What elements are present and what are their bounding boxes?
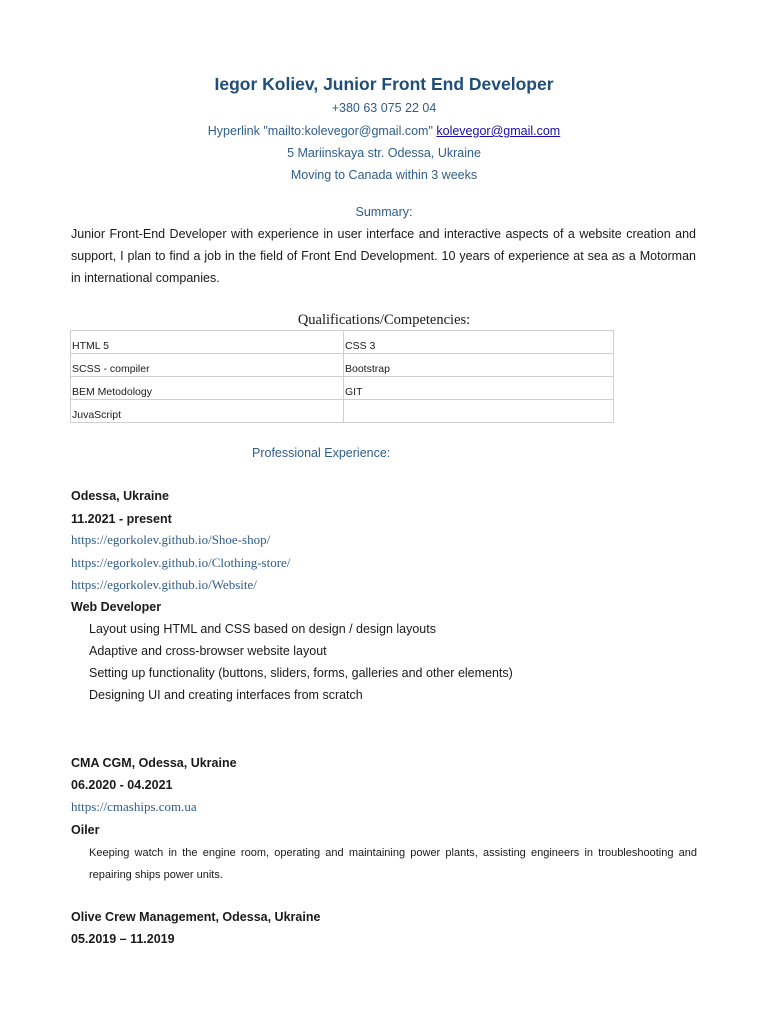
resume-title: Iegor Koliev, Junior Front End Developer	[214, 74, 554, 94]
email-line	[0, 124, 768, 138]
email-link[interactable]: kolevegor@gmail.com	[436, 124, 561, 138]
job-role: Oiler	[71, 823, 100, 837]
job-location: CMA CGM, Odessa, Ukraine	[71, 756, 237, 770]
address: 5 Mariinskaya str. Odessa, Ukraine	[287, 146, 481, 160]
duty-item: Adaptive and cross-browser website layout	[89, 644, 327, 658]
table-cell	[344, 400, 614, 423]
experience-heading: Professional Experience:	[252, 446, 391, 460]
portfolio-link[interactable]: https://egorkolev.github.io/Shoe-shop/	[71, 532, 271, 547]
table-cell: GIT	[344, 377, 614, 400]
relocation-note: Moving to Canada within 3 weeks	[290, 168, 478, 182]
table-cell: CSS 3	[344, 331, 614, 354]
table-row	[71, 400, 614, 423]
portfolio-link[interactable]: https://egorkolev.github.io/Website/	[71, 577, 257, 592]
summary-text: Junior Front-End Developer with experience in user interface and interactive aspects of a website creation and support, I plan to find a job in the field of Front End Development. 10 years of experience at sea as a Motorman in international companies.	[71, 227, 696, 285]
qualifications-heading: Qualifications/Competencies:	[297, 312, 471, 328]
job-dates: 05.2019 – 11.2019	[71, 932, 175, 946]
job-dates: 11.2021 - present	[71, 512, 172, 526]
table-cell: HTML 5	[71, 331, 344, 354]
email-hyperlink-text: Hyperlink "mailto:kolevegor@gmail.com"	[207, 124, 433, 138]
table-cell: SCSS - compiler	[71, 354, 344, 377]
table-row	[71, 331, 614, 354]
table-cell: JuvaScript	[71, 400, 344, 423]
job-location: Odessa, Ukraine	[71, 489, 169, 503]
table-cell: BEM Metodology	[71, 377, 344, 400]
job-location: Olive Crew Management, Odessa, Ukraine	[71, 910, 321, 924]
table-row	[71, 377, 614, 400]
table-cell: Bootstrap	[344, 354, 614, 377]
company-link[interactable]: https://cmaships.com.ua	[71, 799, 197, 814]
summary-heading: Summary:	[355, 205, 413, 219]
job-role: Web Developer	[71, 600, 162, 614]
job-dates: 06.2020 - 04.2021	[71, 778, 173, 792]
duty-item: Setting up functionality (buttons, sliders, forms, galleries and other elements)	[89, 666, 513, 680]
duty-item: Layout using HTML and CSS based on design / design layouts	[89, 622, 436, 636]
duty-item: Designing UI and creating interfaces from scratch	[89, 688, 363, 702]
portfolio-link[interactable]: https://egorkolev.github.io/Clothing-store/	[71, 555, 291, 570]
duty-item: Keeping watch in the engine room, operating and maintaining power plants, assisting engineers in troubleshooting and repairing ships power units.	[89, 847, 697, 881]
phone-number: +380 63 075 22 04	[331, 101, 437, 115]
qualifications-table	[70, 330, 614, 423]
table-row	[71, 354, 614, 377]
